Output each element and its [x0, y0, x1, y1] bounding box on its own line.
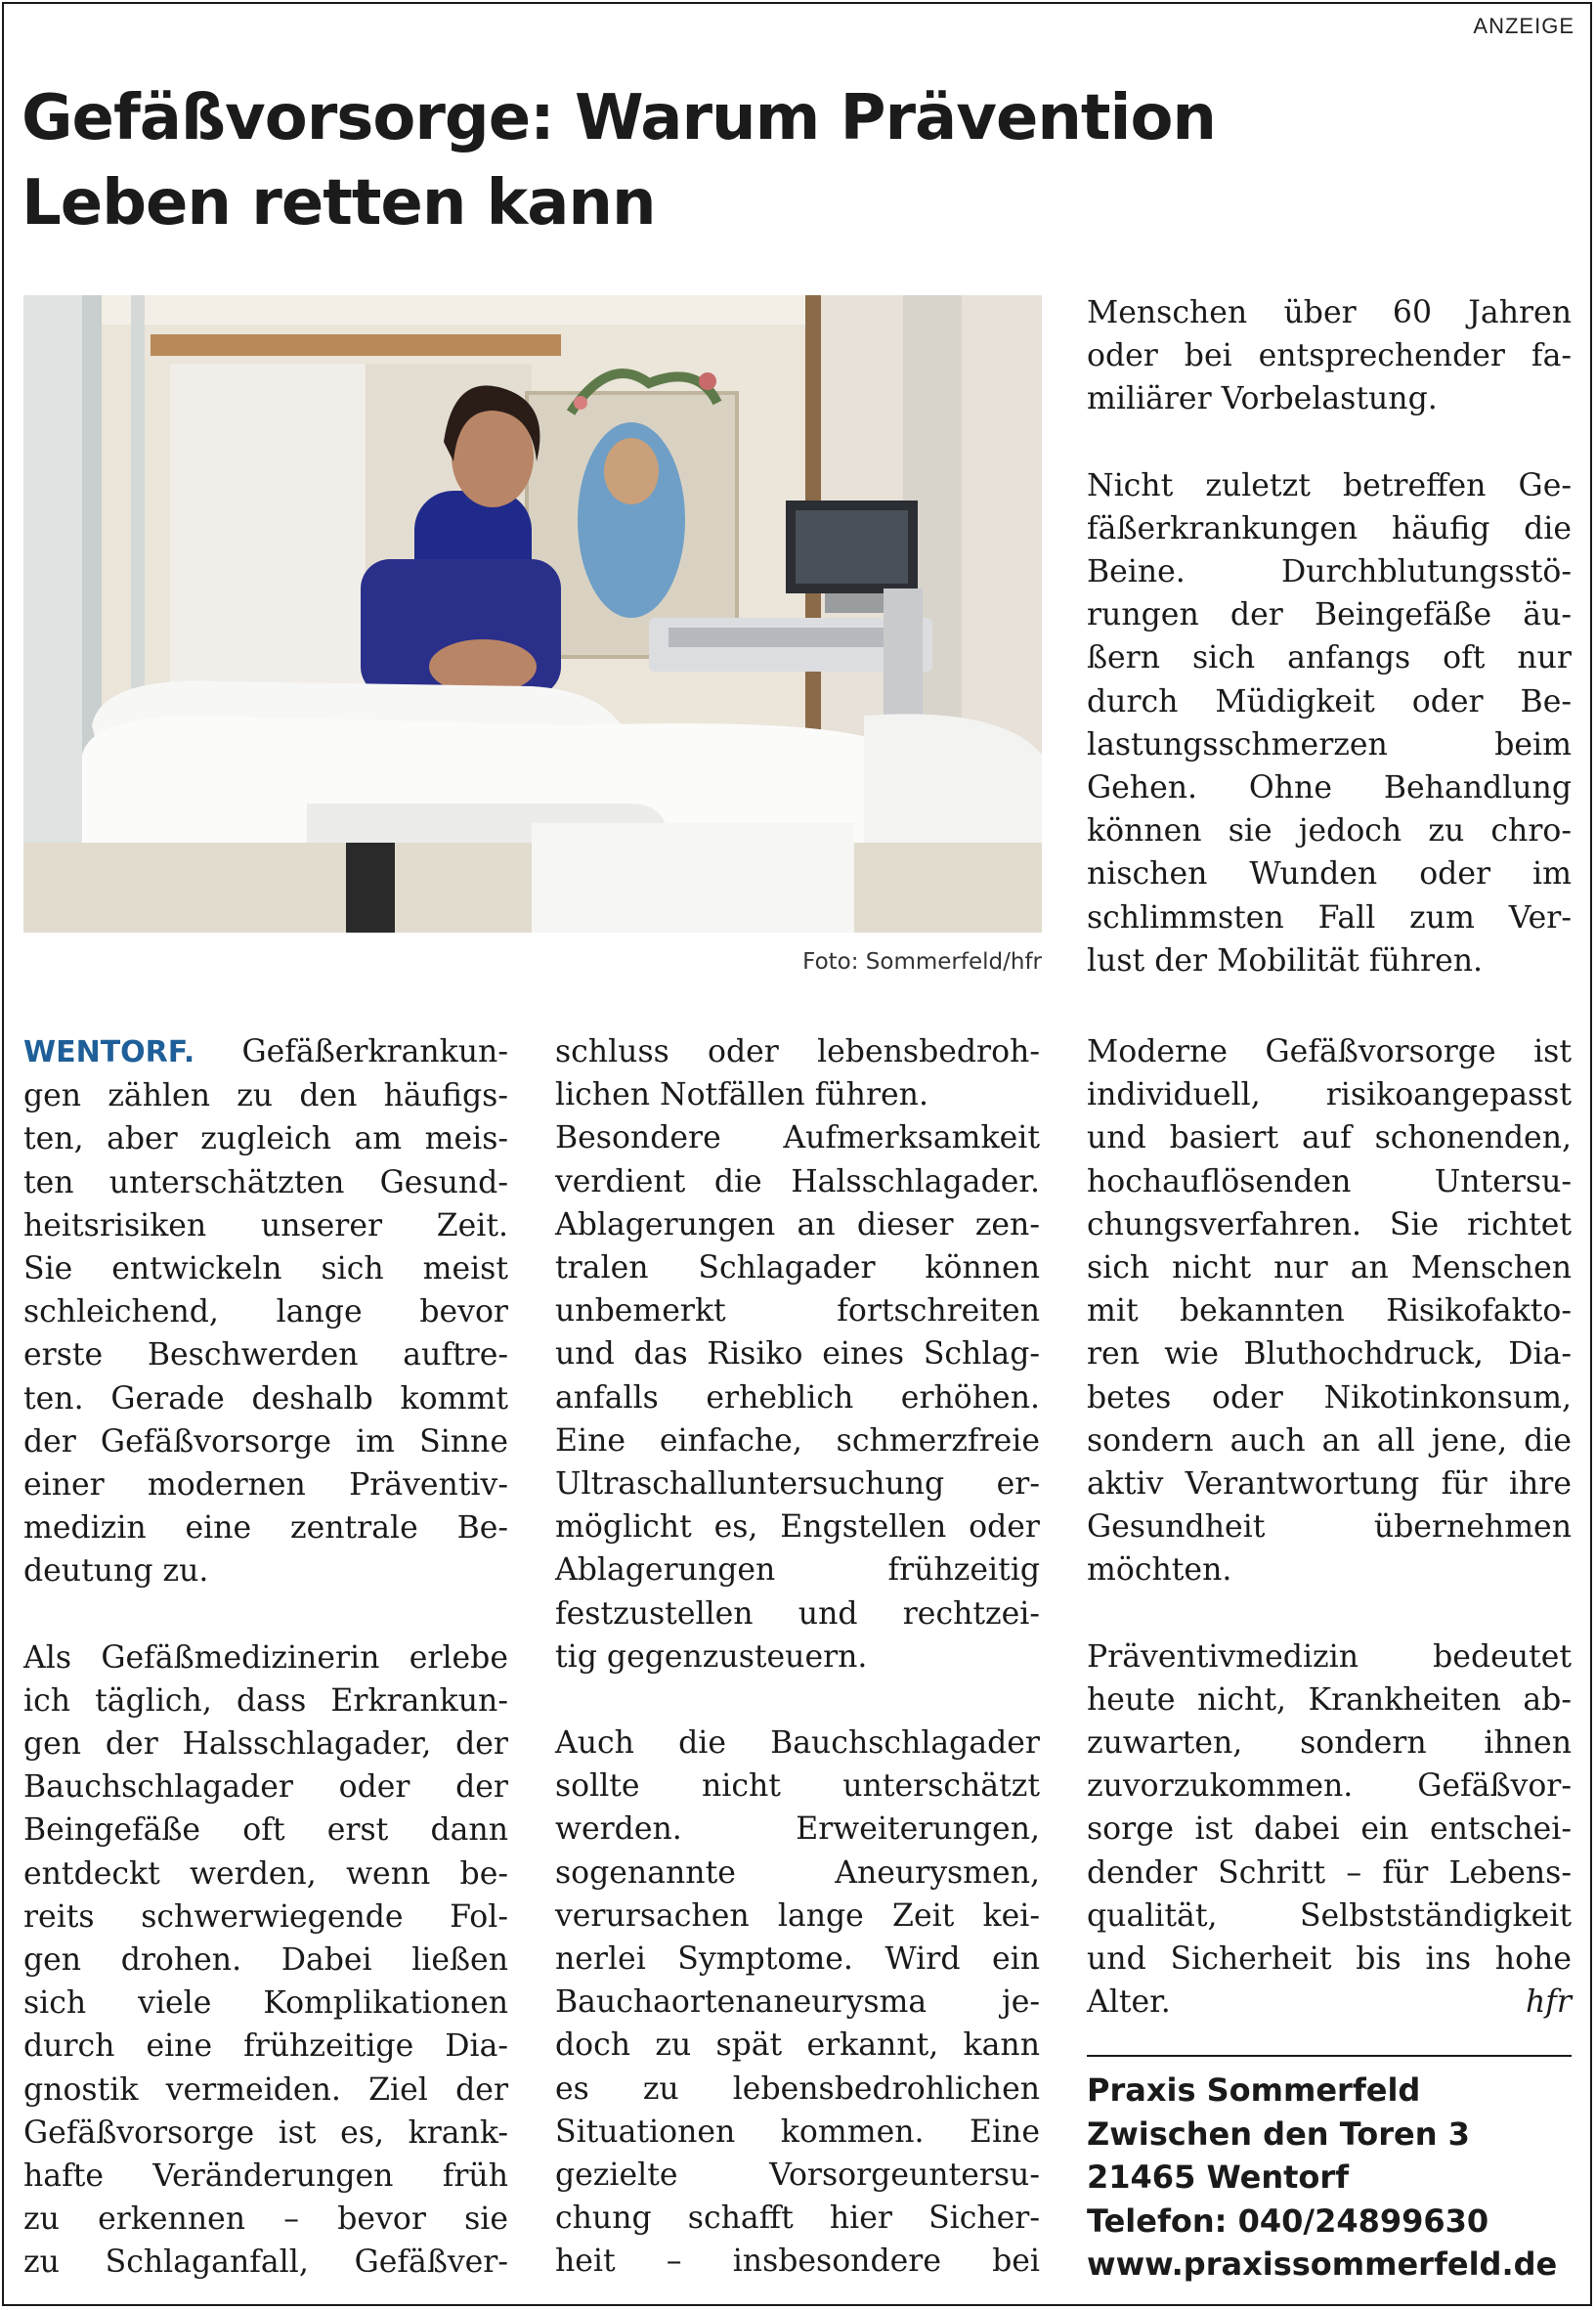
practice-phone: Telefon: 040/24899630 [1087, 2201, 1489, 2240]
paragraph-gap [1087, 421, 1572, 464]
text-line: ren wie Bluthochdruck, Dia- [1087, 1336, 1572, 1373]
text-line: zuwarten, sondern ihnen [1087, 1725, 1572, 1762]
text-line: ßern sich anfangs oft nur [1087, 640, 1572, 676]
headline-line-1: Gefäßvorsorge: Warum Prävention [22, 82, 1216, 154]
text-line: doch zu spät erkannt, kann [555, 2027, 1040, 2064]
text-line: hochauflösenden Untersu- [1087, 1163, 1572, 1199]
text-line: miliärer Vorbelastung. [1087, 381, 1438, 417]
text-line: durch Müdigkeit oder Be- [1087, 683, 1572, 719]
text-line: lastungsschmerzen beim [1087, 726, 1572, 763]
text-line: gezielte Vorsorgeuntersu- [555, 2157, 1040, 2194]
text-line: Gehen. Ohne Behandlung [1087, 770, 1572, 806]
text-line: heitsrisiken unserer Zeit. [23, 1207, 508, 1243]
text-line: Bauchschlagader oder der [23, 1769, 508, 1806]
text-line: Situationen kommen. Eine [555, 2114, 1040, 2150]
practice-street: Zwischen den Toren 3 [1087, 2114, 1470, 2153]
text-line: unbemerkt fortschreiten [555, 1293, 1040, 1329]
text-line: Eine einfache, schmerzfreie [555, 1422, 1040, 1459]
text-line: Als Gefäßmedizinerin erlebe [23, 1639, 508, 1676]
text-line: chung schafft hier Sicher- [555, 2201, 1040, 2237]
text-line: aktiv Verantwortung für ihre [1087, 1466, 1572, 1503]
text-line: chungsverfahren. Sie richtet [1087, 1206, 1572, 1242]
text-line: mit bekannten Risikofakto- [1087, 1293, 1572, 1329]
text-line: sondern auch an all jene, die [1087, 1422, 1572, 1459]
text-line: heit – insbesondere bei [555, 2244, 1040, 2280]
text-line: schleichend, lange bevor [23, 1294, 508, 1330]
text-line: erste Beschwerden auftre- [23, 1337, 508, 1373]
article-column-3-top [1087, 291, 1572, 982]
headline-line-2: Leben retten kann [22, 167, 656, 240]
dateline: WENTORF. [23, 1035, 195, 1069]
text-line: verursachen lange Zeit kei- [555, 1897, 1040, 1934]
practice-website: www.praxissommerfeld.de [1087, 2245, 1558, 2283]
text-line: deutung zu. [23, 1553, 209, 1590]
text-line: Menschen über 60 Jahren [1087, 295, 1572, 330]
article-column-3-bottom [1087, 1030, 1572, 2024]
text-line: reits schwerwiegende Fol- [23, 1898, 508, 1935]
text-line: sorge ist dabei ein entschei- [1087, 1811, 1572, 1848]
text-line: Beine. Durchblutungsstö- [1087, 554, 1572, 590]
text-line: Besondere Aufmerksamkeit [555, 1120, 1040, 1156]
text-line: werden. Erweiterungen, [555, 1811, 1040, 1848]
photo-credit: Foto: Sommerfeld/hfr [802, 949, 1042, 975]
article-photo [23, 295, 1042, 933]
text-line: lust der Mobilität führen. [1087, 942, 1484, 979]
article-column-1 [23, 1030, 508, 2285]
page-title [22, 76, 1292, 246]
paragraph-gap [1087, 1592, 1572, 1635]
text-line: und das Risiko eines Schlag- [555, 1336, 1040, 1373]
text-line: ten. Gerade deshalb kommt [23, 1380, 508, 1417]
text-line: gnostik vermeiden. Ziel der [23, 2071, 508, 2108]
paragraph-gap [555, 1678, 1040, 1722]
text-line: qualität, Selbstständigkeit [1087, 1897, 1572, 1934]
paragraph-gap [23, 1593, 508, 1636]
contact-divider [1087, 2055, 1572, 2057]
text-line: tralen Schlagader können [555, 1250, 1040, 1286]
text-line: ich täglich, dass Erkrankun- [23, 1682, 508, 1719]
text-line: fäßerkrankungen häufig die [1087, 510, 1572, 546]
text-line: durch eine frühzeitige Dia- [23, 2028, 508, 2065]
text-line: sollte nicht unterschätzt [555, 1768, 1040, 1805]
contact-block [1087, 2069, 1575, 2287]
text-line [1087, 1981, 1572, 2024]
text-line: zuvorzukommen. Gefäßvor- [1087, 1768, 1572, 1805]
text-line: heute nicht, Krankheiten ab- [1087, 1681, 1572, 1718]
text-line: Sie entwickeln sich meist [23, 1251, 508, 1287]
text-line: gen der Halsschlagader, der [23, 1726, 508, 1763]
text-line: gen drohen. Dabei ließen [23, 1942, 508, 1979]
text-line: der Gefäßvorsorge im Sinne [23, 1423, 508, 1460]
text-line: schlimmsten Fall zum Ver- [1087, 899, 1572, 936]
text-line [23, 1030, 508, 1074]
article-column-2 [555, 1030, 1040, 2284]
text-line: Ablagerungen frühzeitig [555, 1552, 1040, 1589]
text-line: nischen Wunden oder im [1087, 856, 1572, 893]
text-line: individuell, risikoangepasst [1087, 1077, 1572, 1113]
text-line: medizin eine zentrale Be- [23, 1510, 508, 1547]
practice-city: 21465 Wentorf [1087, 2158, 1350, 2196]
text-line: Präventivmedizin bedeutet [1087, 1638, 1572, 1675]
text-line: festzustellen und rechtzei- [555, 1595, 1040, 1632]
text-line: und basiert auf schonenden, [1087, 1120, 1572, 1156]
text-line: rungen der Beingefäße äu- [1087, 597, 1572, 633]
text-line: können sie jedoch zu chro- [1087, 813, 1572, 850]
text-line: nerlei Symptome. Wird ein [555, 1941, 1040, 1978]
text-line: sich nicht nur an Menschen [1087, 1250, 1572, 1286]
text-line: zu erkennen – bevor sie [23, 2201, 508, 2238]
text-line: sogenannte Aneurysmen, [555, 1854, 1040, 1891]
text-line: anfalls erheblich erhöhen. [555, 1379, 1040, 1416]
text-line: lichen Notfällen führen. [555, 1077, 928, 1113]
text-line: dender Schritt – für Lebens- [1087, 1854, 1572, 1891]
text-line: ten unterschätzten Gesund- [23, 1164, 508, 1200]
practice-name: Praxis Sommerfeld [1087, 2071, 1421, 2109]
text-line: möglicht es, Engstellen oder [555, 1509, 1040, 1546]
text-line: und Sicherheit bis ins hohe [1087, 1941, 1572, 1978]
text-line: Ablagerungen an dieser zen- [555, 1206, 1040, 1242]
text-line: Gefäßvorsorge ist es, krank- [23, 2114, 508, 2151]
text-line: tig gegenzusteuern. [555, 1638, 868, 1675]
text-line: betes oder Nikotinkonsum, [1087, 1379, 1572, 1416]
text-line: Gesundheit übernehmen [1087, 1509, 1572, 1546]
text-line: zu Schlaganfall, Gefäßver- [23, 2245, 508, 2281]
text-line: möchten. [1087, 1552, 1232, 1589]
ad-label: ANZEIGE [1473, 14, 1574, 38]
text-line: verdient die Halsschlagader. [555, 1163, 1040, 1199]
text-line: Bauchaortenaneurysma je- [555, 1984, 1040, 2021]
text-line: sich viele Komplikationen [23, 1985, 508, 2022]
text-line: gen zählen zu den häufigs- [23, 1078, 508, 1114]
photo-illustration [23, 295, 1042, 933]
text-line: schluss oder lebensbedroh- [555, 1034, 1040, 1069]
text-line-fragment: Alter. [1087, 1984, 1171, 2021]
text-line: entdeckt werden, wenn be- [23, 1855, 508, 1892]
text-line: Moderne Gefäßvorsorge ist [1087, 1034, 1572, 1069]
text-line-fragment: Gefäßerkrankun- [241, 1034, 508, 1069]
author-signature: hfr [1525, 1984, 1572, 2021]
text-line: oder bei entsprechender fa- [1087, 338, 1572, 374]
text-line: Auch die Bauchschlagader [555, 1725, 1040, 1762]
text-line: es zu lebensbedrohlichen [555, 2070, 1040, 2107]
text-line: Beingefäße oft erst dann [23, 1812, 508, 1849]
text-line: einer modernen Präventiv- [23, 1467, 508, 1504]
text-line: ten, aber zugleich am meis- [23, 1121, 508, 1157]
text-line: Nicht zuletzt betreffen Ge- [1087, 467, 1572, 503]
text-line: hafte Veränderungen früh [23, 2158, 508, 2195]
text-line: Ultraschalluntersuchung er- [555, 1466, 1040, 1503]
